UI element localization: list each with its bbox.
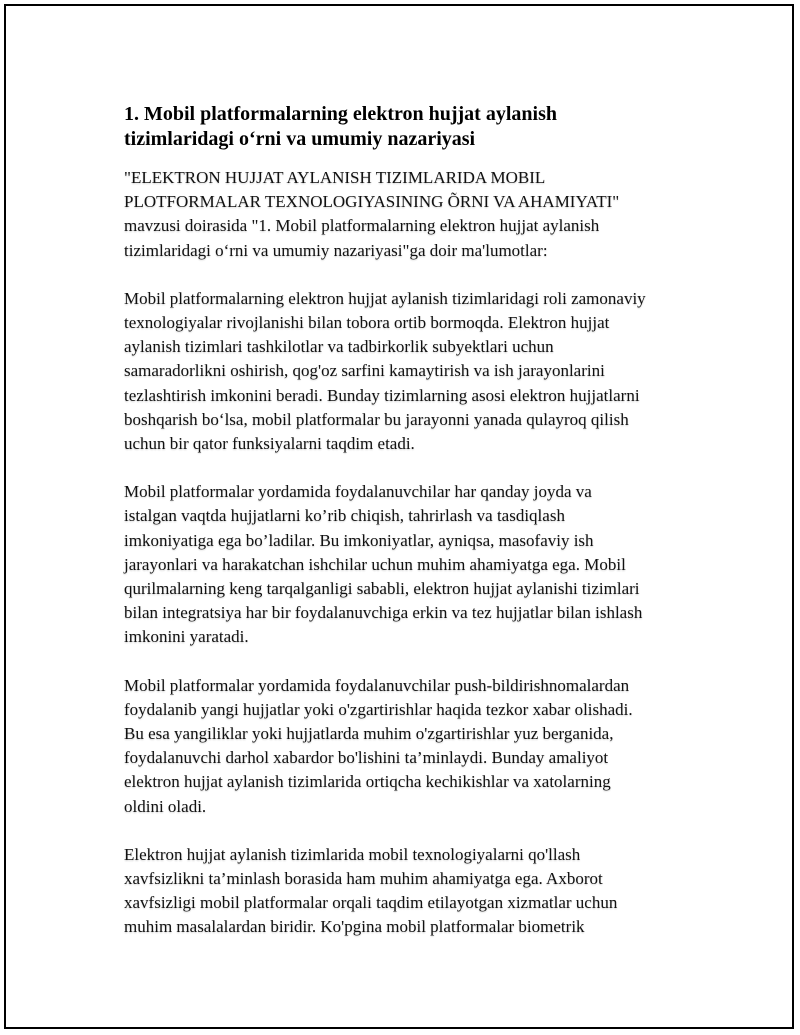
text-line: jarayonlari va harakatchan ishchilar uchun muhim ahamiyatga ega. Mobil: [124, 554, 626, 574]
text-line: foydalanuvchi darhol xabardor bo'lishini ta’minlaydi. Bunday amaliyot: [124, 748, 609, 768]
section-heading: [124, 102, 704, 152]
text-line: bilan integratsiya har bir foydalanuvchiga erkin va tez hujjatlar bilan ishlash: [124, 603, 643, 623]
text-line: Bu esa yangiliklar yoki hujjatlarda muhim o'zgartirishlar yuz berganida,: [124, 724, 614, 744]
text-line: tezlashtirish imkonini beradi. Bunday tizimlarning asosi elektron hujjatlarni: [124, 385, 640, 405]
text-line: Mobil platformalarning elektron hujjat aylanish tizimlaridagi roli zamonaviy: [124, 288, 646, 308]
text-line: samaradorlikni oshirish, qog'oz sarfini kamaytirish va ish jarayonlarini: [124, 361, 605, 381]
text-line: xavfsizlikni ta’minlash borasida ham muhim ahamiyatga ega. Axborot: [124, 869, 603, 889]
text-line: texnologiyalar rivojlanishi bilan tobora ortib bormoqda. Elektron hujjat: [124, 313, 610, 333]
document-body: [124, 102, 704, 964]
text-line: aylanish tizimlari tashkilotlar va tadbirkorlik subyektlari uchun: [124, 337, 554, 357]
text-line: Mobil platformalar yordamida foydalanuvchilar push-bildirishnomalardan: [124, 675, 630, 695]
body-paragraph-2: [124, 480, 704, 649]
page-frame: [4, 4, 794, 1029]
text-line: Elektron hujjat aylanish tizimlarida mobil texnologiyalarni qo'llash: [124, 844, 581, 864]
text-line: "ELEKTRON HUJJAT AYLANISH TIZIMLARIDA MOBIL: [124, 168, 546, 187]
body-paragraph-1: [124, 287, 704, 456]
text-line: oldini oladi.: [124, 796, 207, 816]
text-line: qurilmalarning keng tarqalganligi sababli, elektron hujjat aylanishi tizimlari: [124, 579, 640, 599]
text-line: imkoniyatiga ega bo’ladilar. Bu imkoniyatlar, ayniqsa, masofaviy ish: [124, 530, 594, 550]
heading-line: tizimlaridagi o‘rni va umumiy nazariyasi: [124, 128, 476, 150]
text-line: muhim masalalardan biridir. Ko'pgina mobil platformalar biometrik: [124, 917, 585, 937]
text-line: elektron hujjat aylanish tizimlarida ortiqcha kechikishlar va xatolarning: [124, 772, 611, 792]
body-paragraph-4: [124, 843, 704, 940]
text-line: mavzusi doirasida "1. Mobil platformalarning elektron hujjat aylanish: [124, 216, 600, 236]
text-line: Mobil platformalar yordamida foydalanuvchilar har qanday joyda va: [124, 482, 592, 502]
text-line: PLOTFORMALAR TEXNOLOGIYASINING ÕRNI VA AHAMIYATI": [124, 192, 620, 212]
heading-line: 1. Mobil platformalarning elektron hujjat aylanish: [124, 103, 557, 125]
text-line: istalgan vaqtda hujjatlarni ko’rib chiqish, tahrirlash va tasdiqlash: [124, 506, 565, 526]
text-line: boshqarish bo‘lsa, mobil platformalar bu jarayonni yanada qulayroq qilish: [124, 409, 629, 429]
body-paragraph-3: [124, 674, 704, 819]
text-line: foydalanib yangi hujjatlar yoki o'zgartirishlar haqida tezkor xabar olishadi.: [124, 699, 633, 719]
text-line: xavfsizligi mobil platformalar orqali taqdim etilayotgan xizmatlar uchun: [124, 893, 618, 913]
text-line: uchun bir qator funksiyalarni taqdim etadi.: [124, 434, 415, 454]
intro-paragraph: [124, 166, 704, 263]
text-line: imkonini yaratadi.: [124, 627, 249, 647]
text-line: tizimlaridagi o‘rni va umumiy nazariyasi"ga doir ma'lumotlar:: [124, 240, 548, 260]
